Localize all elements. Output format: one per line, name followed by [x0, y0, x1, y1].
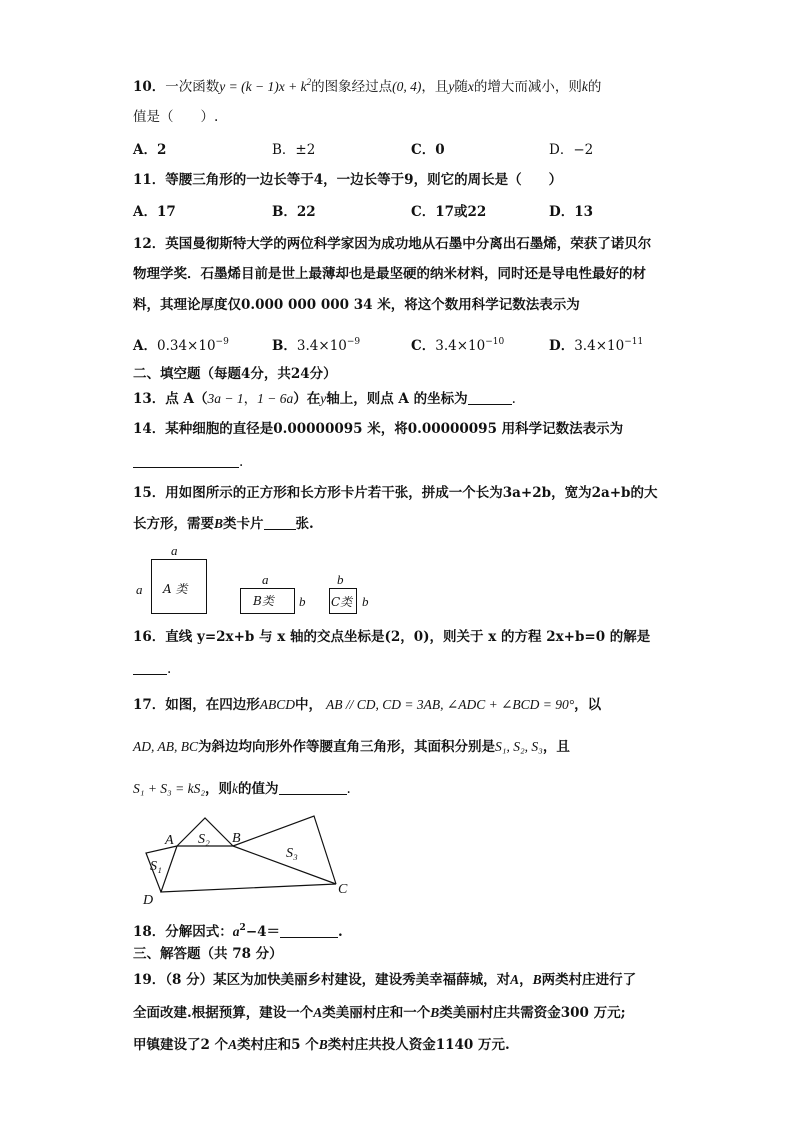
q18-exponent: 2 — [239, 923, 246, 933]
q15-answer-blank — [264, 515, 296, 530]
q19-text-6: 甲镇建设了2 个 — [133, 1037, 229, 1053]
q10-text-4: 随 — [454, 79, 468, 95]
q10-text-1: 一次函数 — [165, 79, 220, 95]
q12-line2: 物理学奖．石墨烯目前是世上最薄却也是最坚硬的纳米材料，同时还是导电性最好的材 — [133, 266, 646, 282]
q12-option-a-exp: −9 — [215, 337, 229, 347]
q12-option-a-label: A． — [133, 338, 157, 354]
card-c-label — [331, 595, 352, 609]
q19-line1 — [133, 970, 636, 990]
q12-line1: 12．英国曼彻斯特大学的两位科学家因为成功地从石墨中分离出石墨烯，荣获了诺贝尔 — [133, 236, 652, 252]
q19-text-5: 类美丽村庄共需资金300 万元; — [439, 1005, 626, 1021]
q15-text-1: 长方形，需要 — [133, 516, 214, 532]
q13-sep: ， — [243, 391, 258, 407]
section-3-heading: 三、解答题（共 78 分） — [133, 946, 283, 962]
q17-sides: AD, AB, BC — [133, 739, 198, 754]
q14-line2 — [133, 452, 243, 472]
card-c-label-text: C类 — [331, 595, 353, 609]
card-a-top-label: a — [171, 543, 178, 558]
q17-areas: S₁, S₂, S₃ — [495, 739, 543, 754]
q17-condition: AB // CD, CD = 3AB, ∠ADC + ∠BCD = 90° — [326, 697, 575, 712]
q12-option-c-exp: −10 — [485, 337, 505, 347]
q11-option-c: C．17或22 — [411, 204, 487, 220]
q17-line1 — [133, 695, 601, 715]
q12-option-d — [549, 332, 643, 356]
card-c-right-label: b — [362, 594, 369, 609]
q10-text-5: 的增大而减小，则 — [473, 79, 582, 95]
q17-text-7: 的值为 — [238, 781, 279, 797]
q14-line1: 14．某种细胞的直径是0.00000095 米，将0.00000095 用科学记数法表示为 — [133, 421, 624, 437]
q18-end: . — [338, 924, 343, 940]
q19-text-2: 两类村庄进行了 — [541, 972, 637, 988]
q19-b: B — [532, 972, 542, 987]
q19-comma: ， — [519, 972, 533, 988]
q10-text-6: 的 — [587, 79, 602, 95]
q10-line1 — [133, 72, 601, 97]
q17-end: . — [346, 781, 351, 797]
q12-option-b — [272, 332, 360, 356]
q19-a: A — [510, 972, 520, 987]
q17-equation: S₁ + S₃ = kS₂ — [133, 781, 206, 796]
card-a-label-text: A 类 — [163, 582, 188, 596]
q11-option-d: D．13 — [549, 204, 593, 220]
q11-option-a: A．17 — [133, 204, 176, 220]
q17-line2 — [133, 737, 570, 757]
card-c-top-label: b — [337, 572, 344, 587]
quad-abcd — [161, 846, 336, 892]
q12-option-b-exp: −9 — [346, 337, 361, 347]
q12-option-d-exp: −11 — [624, 337, 644, 347]
q10-option-c: C．0 — [411, 142, 445, 158]
q11-option-b: B．22 — [272, 204, 316, 220]
q10-option-b: B．±2 — [272, 142, 316, 158]
q14-answer-blank — [133, 453, 239, 468]
q14-end: . — [239, 454, 244, 470]
area-s2-label: S₂ — [198, 832, 210, 847]
q18-answer-blank — [280, 923, 338, 938]
q13-coord-x: 3a − 1 — [207, 391, 244, 406]
q15-text-2: 类卡片 — [223, 516, 264, 532]
q10-k: k — [581, 79, 588, 94]
q13-answer-blank — [468, 390, 512, 405]
card-b-top-label: a — [262, 572, 269, 587]
q13-text-3: 轴上，则点 A 的坐标为 — [326, 391, 468, 407]
q10-equation: y = (k − 1)x + k — [219, 79, 307, 94]
point-b-label: B — [232, 831, 241, 846]
q13-text-1: 13．点 A（ — [133, 391, 208, 407]
q10-text-3: ，且 — [421, 79, 449, 95]
q12-option-c — [411, 332, 504, 356]
q17-text-4: 为斜边均向形外作等腰直角三角形，其面积分别是 — [198, 739, 495, 755]
q17-text-1: 17．如图，在四边形 — [133, 697, 260, 713]
q12-option-b-base: 3.4×10 — [296, 338, 347, 354]
point-d-label: D — [143, 893, 154, 908]
q17-text-6: ，则 — [205, 781, 233, 797]
q15-text-3: 张. — [295, 516, 314, 532]
q18-text — [133, 918, 343, 942]
q16-answer-blank — [133, 660, 167, 675]
q19-text-3: 全面改建.根据预算，建设一个 — [133, 1005, 314, 1021]
triangle-s3 — [233, 816, 336, 884]
q13-end: . — [511, 391, 516, 407]
card-a-label — [163, 582, 187, 596]
q19-text-1: 19．（8 分）某区为加快美丽乡村建设，建设秀美幸福薛城，对 — [133, 972, 511, 988]
q12-option-d-base: 3.4×10 — [574, 338, 625, 354]
q13-y: y — [320, 391, 327, 406]
q17-text-3: ，以 — [574, 697, 602, 713]
q13-coord-y: 1 − 6a — [257, 391, 294, 406]
q10-option-d: D．−2 — [549, 142, 594, 158]
card-b-right-label: b — [299, 594, 306, 609]
q17-k: k — [232, 781, 239, 796]
q17-text-5: ，且 — [542, 739, 570, 755]
q13-text-2: ）在 — [293, 391, 321, 407]
q15-line1: 15．用如图所示的正方形和长方形卡片若干张，拼成一个长为3a+2b，宽为2a+b的大 — [133, 485, 658, 501]
q12-option-a — [133, 332, 229, 356]
q13-text — [133, 389, 516, 409]
q19-line3-b: B — [318, 1037, 328, 1052]
q12-option-d-label: D． — [549, 338, 575, 354]
q18-a: a — [232, 924, 240, 939]
q10-number: 10． — [133, 79, 166, 95]
q18-text-1: 18．分解因式： — [133, 924, 233, 940]
area-s3-label: S₃ — [286, 846, 298, 861]
point-c-label: C — [338, 882, 348, 897]
q17-line3 — [133, 779, 351, 799]
q12-option-c-label: C． — [411, 338, 436, 354]
q12-line3: 料，其理论厚度仅0.000 000 000 34 米，将这个数用科学记数法表示为 — [133, 297, 580, 313]
q12-option-c-base: 3.4×10 — [435, 338, 486, 354]
q17-answer-blank — [279, 780, 347, 795]
q16-line2 — [133, 659, 171, 679]
q17-abcd: ABCD — [259, 697, 296, 712]
q19-text-4: 类美丽村庄和一个 — [322, 1005, 431, 1021]
q19-line3 — [133, 1035, 510, 1055]
q17-text-2: 中， — [295, 697, 323, 713]
card-b-label — [253, 594, 274, 608]
q19-text-7: 类村庄和5 个 — [237, 1037, 319, 1053]
q15-line2 — [133, 514, 314, 534]
area-s1-label: S₁ — [150, 859, 162, 874]
q10-y: y — [448, 79, 455, 94]
q10-option-a: A．2 — [133, 142, 167, 158]
q15-b: B — [214, 516, 224, 531]
card-b-label-text: B类 — [253, 594, 274, 608]
q16-line1: 16．直线 y=2x+b 与 x 轴的交点坐标是(2，0)，则关于 x 的方程 2x+b=0 的解是 — [133, 629, 651, 645]
q16-end: . — [167, 661, 172, 677]
q17-figure — [130, 808, 360, 908]
q10-point: (0, 4) — [392, 79, 422, 94]
q12-option-b-label: B． — [272, 338, 297, 354]
card-a-left-label: a — [136, 582, 143, 597]
q19-line2-a: A — [313, 1005, 323, 1020]
q10-text-2: 的图象经过点 — [311, 79, 393, 95]
q12-option-a-base: 0.34×10 — [156, 338, 216, 354]
q11-text: 11．等腰三角形的一边长等于4，一边长等于9，则它的周长是（ ） — [133, 172, 563, 188]
q19-text-8: 类村庄共投人资金1140 万元. — [327, 1037, 510, 1053]
q19-line2 — [133, 1003, 626, 1023]
q10-exponent: 2 — [306, 77, 312, 87]
q19-line3-a: A — [228, 1037, 238, 1052]
q10-x: x — [467, 79, 474, 94]
section-2-heading: 二、填空题（每题4分，共24分） — [133, 366, 337, 382]
q19-line2-b: B — [430, 1005, 440, 1020]
q18-text-2: −4＝ — [245, 924, 281, 940]
q10-line2: 值是（ ）. — [133, 109, 219, 125]
point-a-label: A — [165, 833, 174, 848]
